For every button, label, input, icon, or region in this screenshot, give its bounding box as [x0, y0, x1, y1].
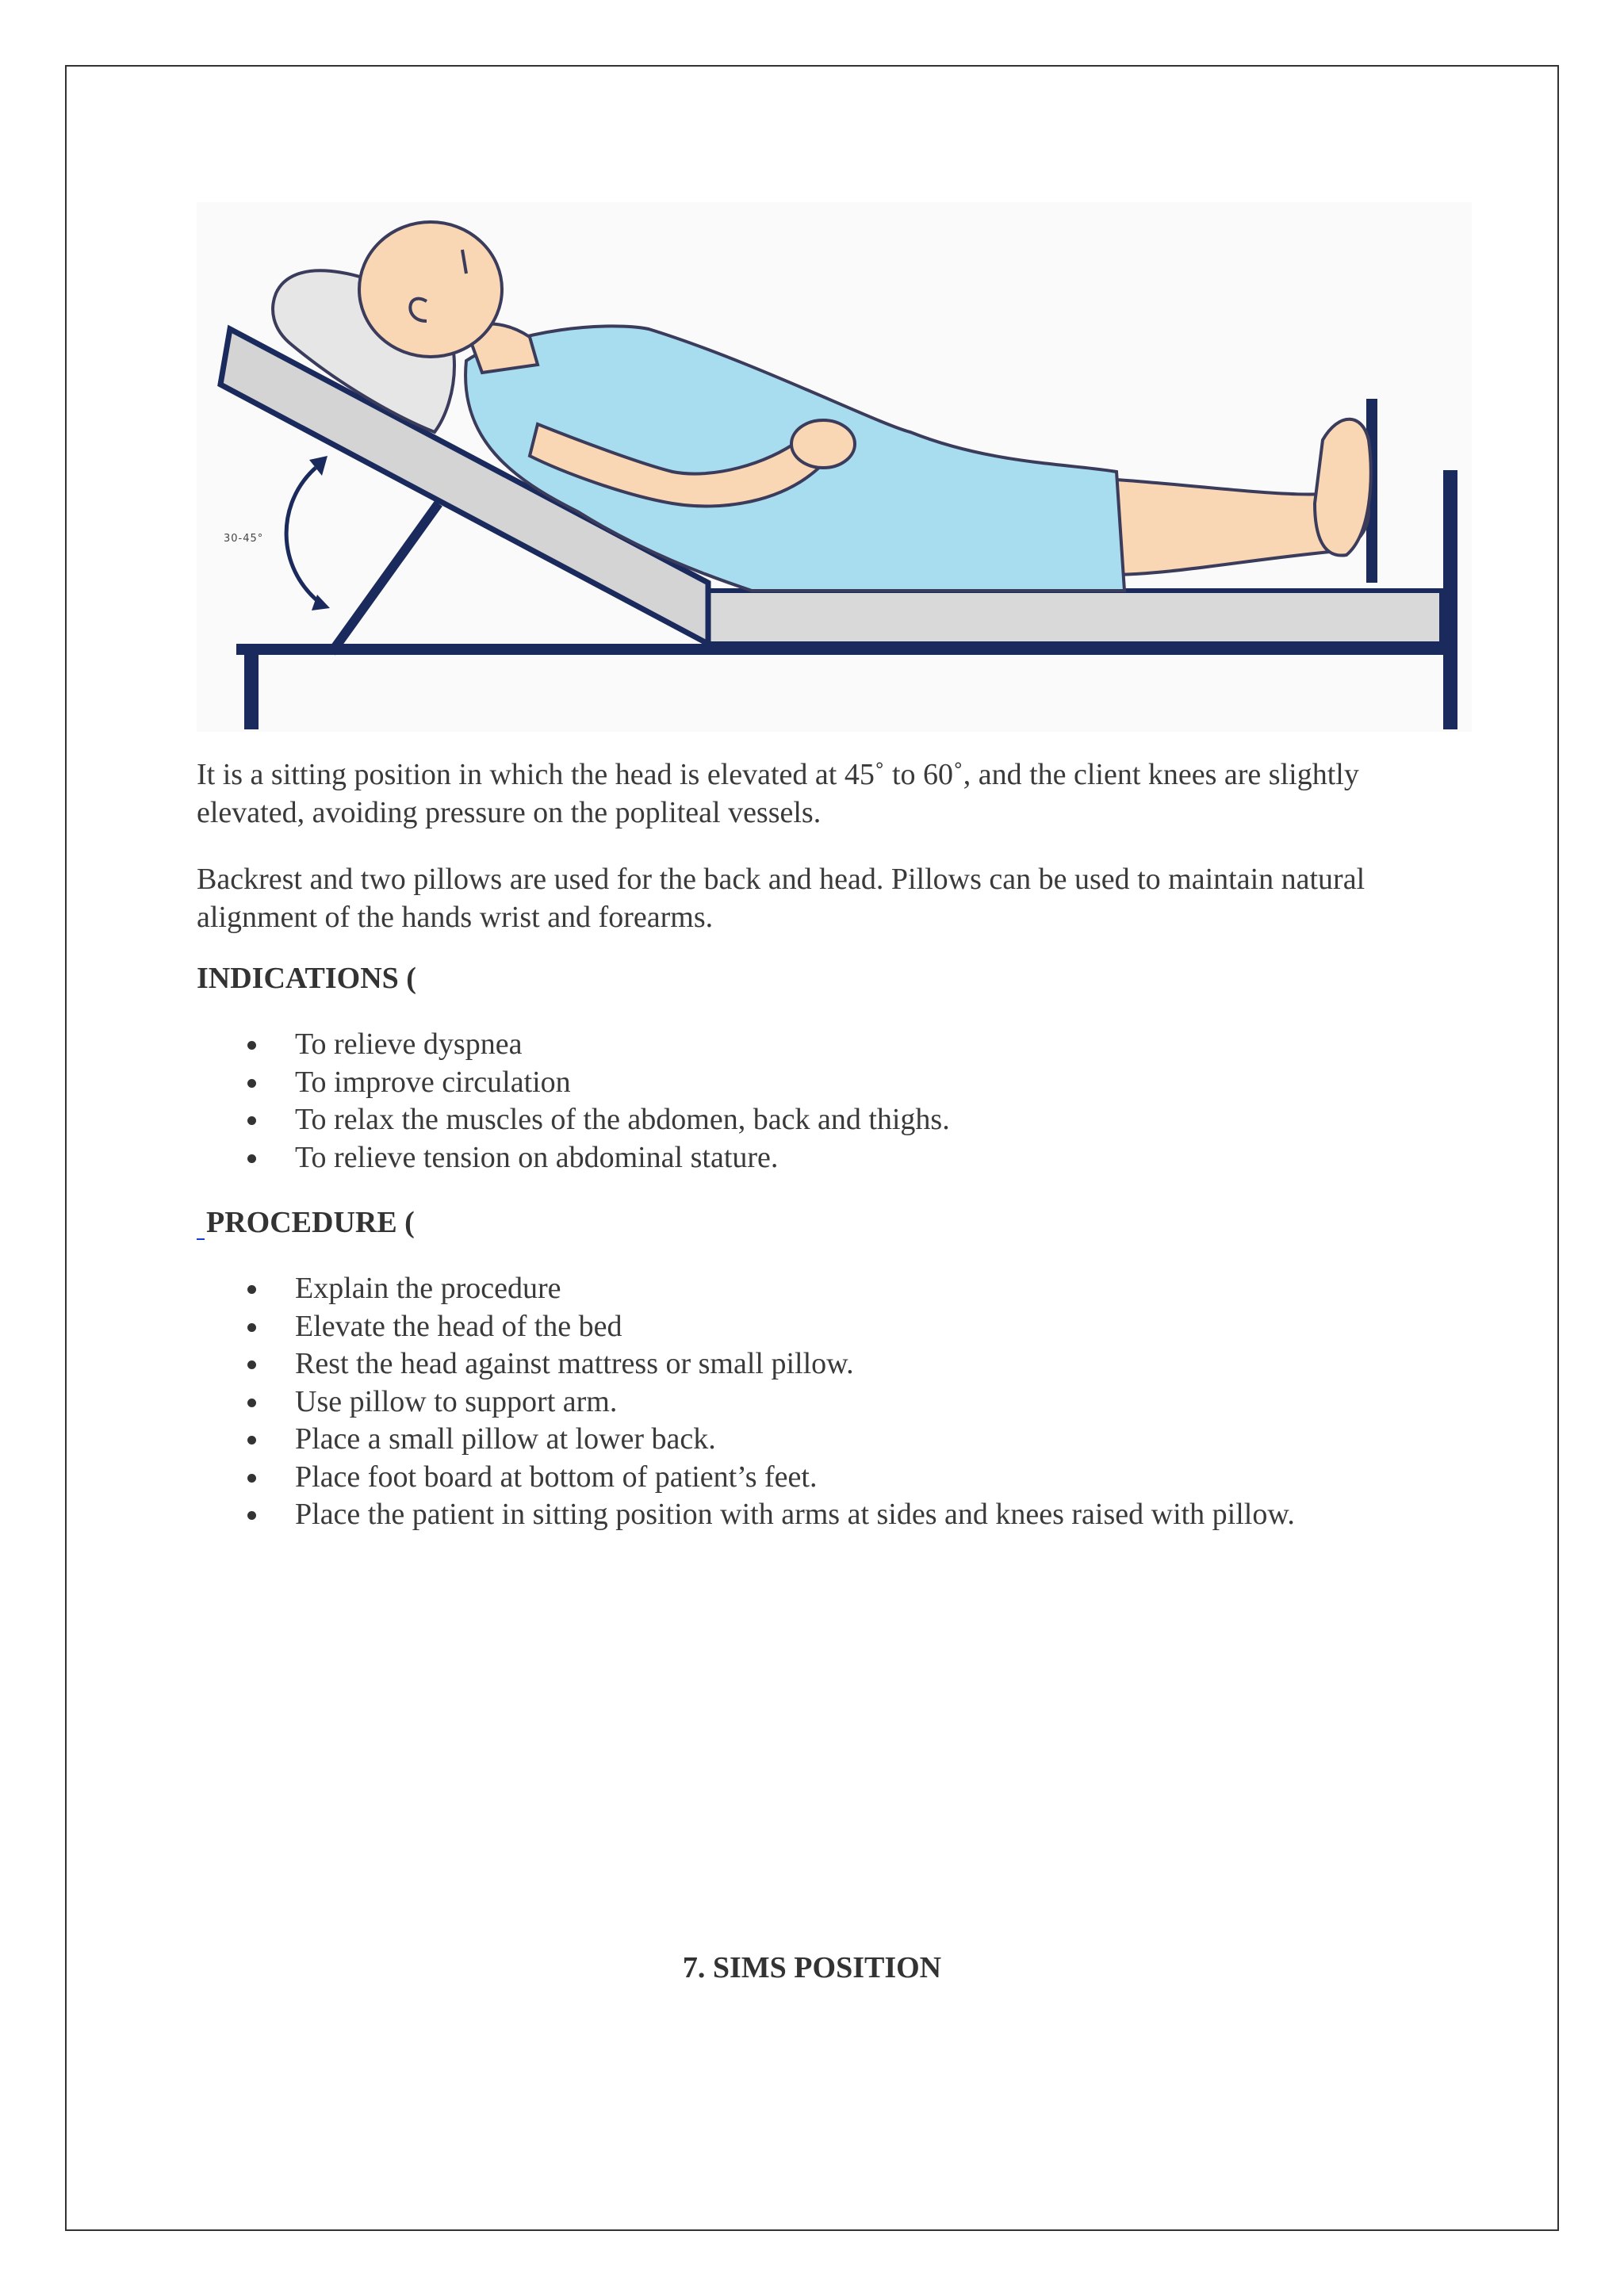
paragraph-intro: It is a sitting position in which the head is elevated at 45˚ to 60˚, and the client knees are slightly elevated, avoiding pressure on the popliteal vessels.: [197, 758, 1359, 829]
list-item: To relieve tension on abdominal stature.: [238, 1139, 950, 1177]
bed-footboard: [1443, 470, 1457, 729]
list-item: Place the patient in sitting position with arms at sides and knees raised with pillow.: [238, 1496, 1295, 1534]
list-item: Place foot board at bottom of patient’s feet.: [238, 1459, 1295, 1497]
list-item: Use pillow to support arm.: [238, 1383, 1295, 1422]
bed-leg-left: [244, 644, 259, 729]
illustration-svg: [197, 202, 1472, 732]
list-item: Place a small pillow at lower back.: [238, 1421, 1295, 1459]
list-item: Rest the head against mattress or small pillow.: [238, 1345, 1295, 1383]
procedure-list: [238, 1270, 1295, 1534]
list-item: To relieve dyspnea: [238, 1026, 950, 1064]
head: [359, 222, 502, 357]
list-item: Explain the procedure: [238, 1270, 1295, 1308]
next-section-title: 7. SIMS POSITION: [682, 1951, 942, 1984]
list-item: To relax the muscles of the abdomen, back and thighs.: [238, 1101, 950, 1139]
paragraph-backrest: Backrest and two pillows are used for the back and head. Pillows can be used to maintain natural alignment of the hands wrist and forearms.: [197, 863, 1365, 934]
indications-heading: INDICATIONS (: [197, 962, 416, 995]
list-item: To improve circulation: [238, 1064, 950, 1102]
angle-label: 30-45°: [224, 533, 264, 545]
mattress-flat: [704, 591, 1442, 644]
procedure-heading: PROCEDURE (: [206, 1206, 415, 1239]
hands: [791, 420, 855, 468]
backrest-strut: [331, 503, 439, 652]
angle-arc: [286, 468, 320, 603]
indications-list: [238, 1026, 950, 1177]
list-item: Elevate the head of the bed: [238, 1308, 1295, 1346]
fowlers-position-illustration: [197, 202, 1472, 732]
hyperlink-mark[interactable]: [197, 1210, 205, 1240]
procedure-heading-row: [197, 1205, 415, 1240]
